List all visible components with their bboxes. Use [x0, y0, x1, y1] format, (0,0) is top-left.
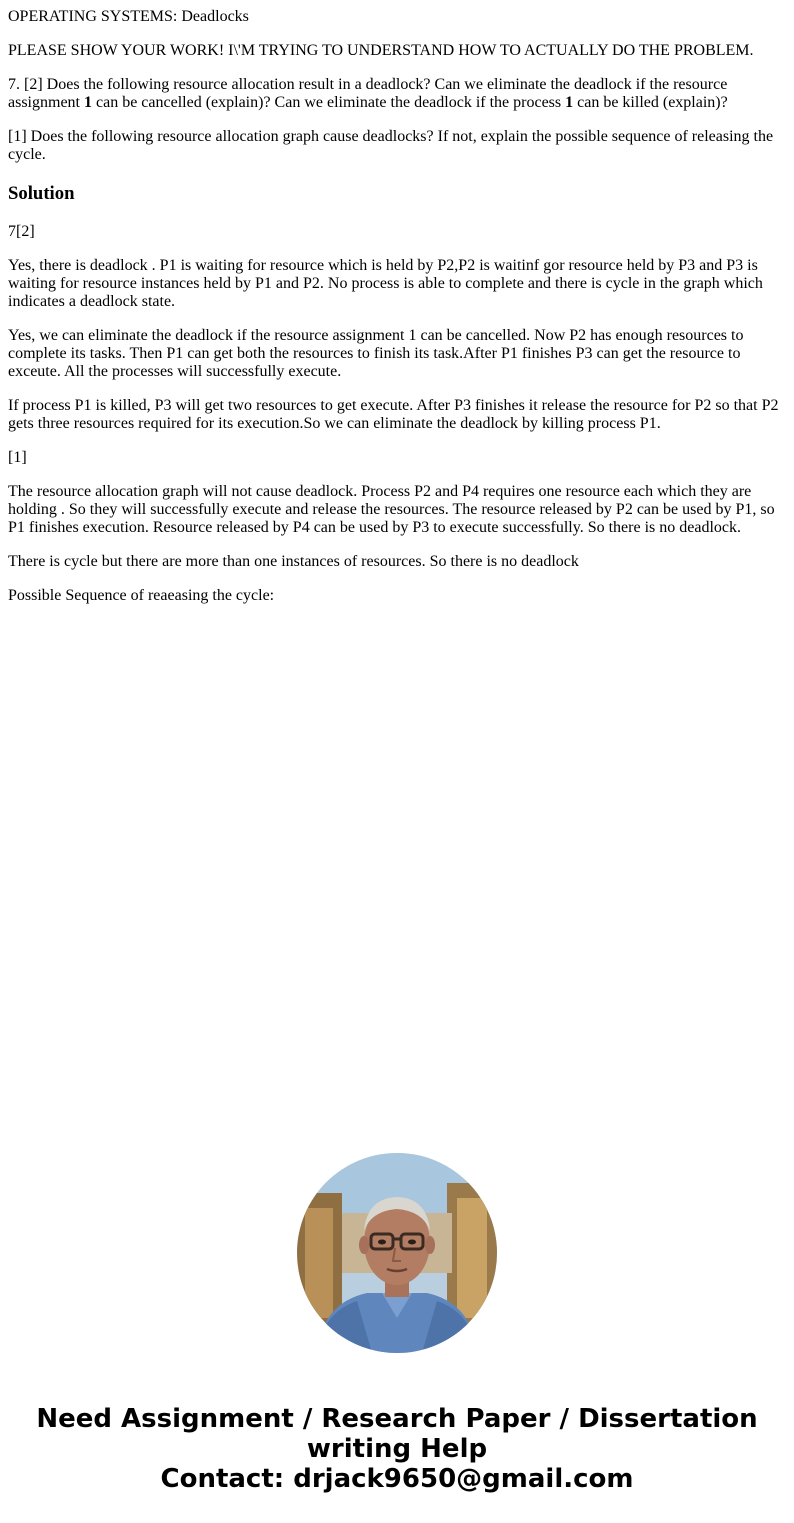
question-7-bold-1: 1 [84, 94, 92, 111]
question-7 [8, 76, 786, 112]
solution-7-label: 7[2] [8, 223, 35, 240]
author-portrait-icon [297, 1153, 497, 1353]
solution-1-paragraph: There is cycle but there are more than one instances of resources. So there is no deadlock [8, 553, 579, 570]
promo-line-1: Need Assignment / Research Paper / Dissertation [36, 1404, 758, 1434]
author-avatar [297, 1153, 497, 1353]
promo-contact: Contact: drjack9650@gmail.com [160, 1464, 634, 1494]
solution-7-paragraph: Yes, we can eliminate the deadlock if the resource assignment 1 can be cancelled. Now P2 has enough resources to complete its tasks. Then P1 can get both the resources to finish its task.After P1 finishes P3 can get the resource to exceute. All the processes will successfully execute. [8, 327, 744, 380]
solution-1-paragraph: The resource allocation graph will not cause deadlock. Process P2 and P4 requires one resource each which they are holding . So they will successfully execute and release the resources. The resource released by P2 can be used by P1, so P1 finishes execution. Resource released by P4 can be used by P3 to execute successfully. So there is no deadlock. [8, 483, 775, 536]
solution-7-paragraph: Yes, there is deadlock . P1 is waiting for resource which is held by P2,P2 is waitinf gor resource held by P3 and P3 is waiting for resource instances held by P1 and P2. No process is able to complete and there is cycle in the graph which indicates a deadlock state. [8, 257, 763, 310]
question-7-bold-2: 1 [565, 94, 574, 111]
question-1: [1] Does the following resource allocation graph cause deadlocks? If not, explain the possible sequence of releasing the cycle. [8, 128, 774, 163]
question-7-text-2: can be cancelled (explain)? Can we eliminate the deadlock if the process [92, 94, 566, 111]
promo-line-2: writing Help [306, 1434, 488, 1464]
question-7-text-1: 7. [2] Does the following resource allocation result in a deadlock? Can we eliminate the deadlock if the resource assignment [8, 76, 728, 111]
solution-7-paragraph: If process P1 is killed, P3 will get two resources to get execute. After P3 finishes it release the resource for P2 so that P2 gets three resources required for its execution.So we can eliminate the deadlock by killing process P1. [8, 397, 779, 432]
question-plea: PLEASE SHOW YOUR WORK! I\'M TRYING TO UNDERSTAND HOW TO ACTUALLY DO THE PROBLEM. [8, 42, 754, 59]
question-7-text-3: can be killed (explain)? [573, 94, 728, 111]
solution-1-label: [1] [8, 449, 27, 466]
solution-heading: Solution [8, 183, 75, 204]
solution-1-paragraph: Possible Sequence of reaeasing the cycle: [8, 587, 275, 604]
question-title: OPERATING SYSTEMS: Deadlocks [8, 8, 249, 25]
promo-banner [0, 1404, 794, 1494]
document-body [8, 8, 786, 605]
